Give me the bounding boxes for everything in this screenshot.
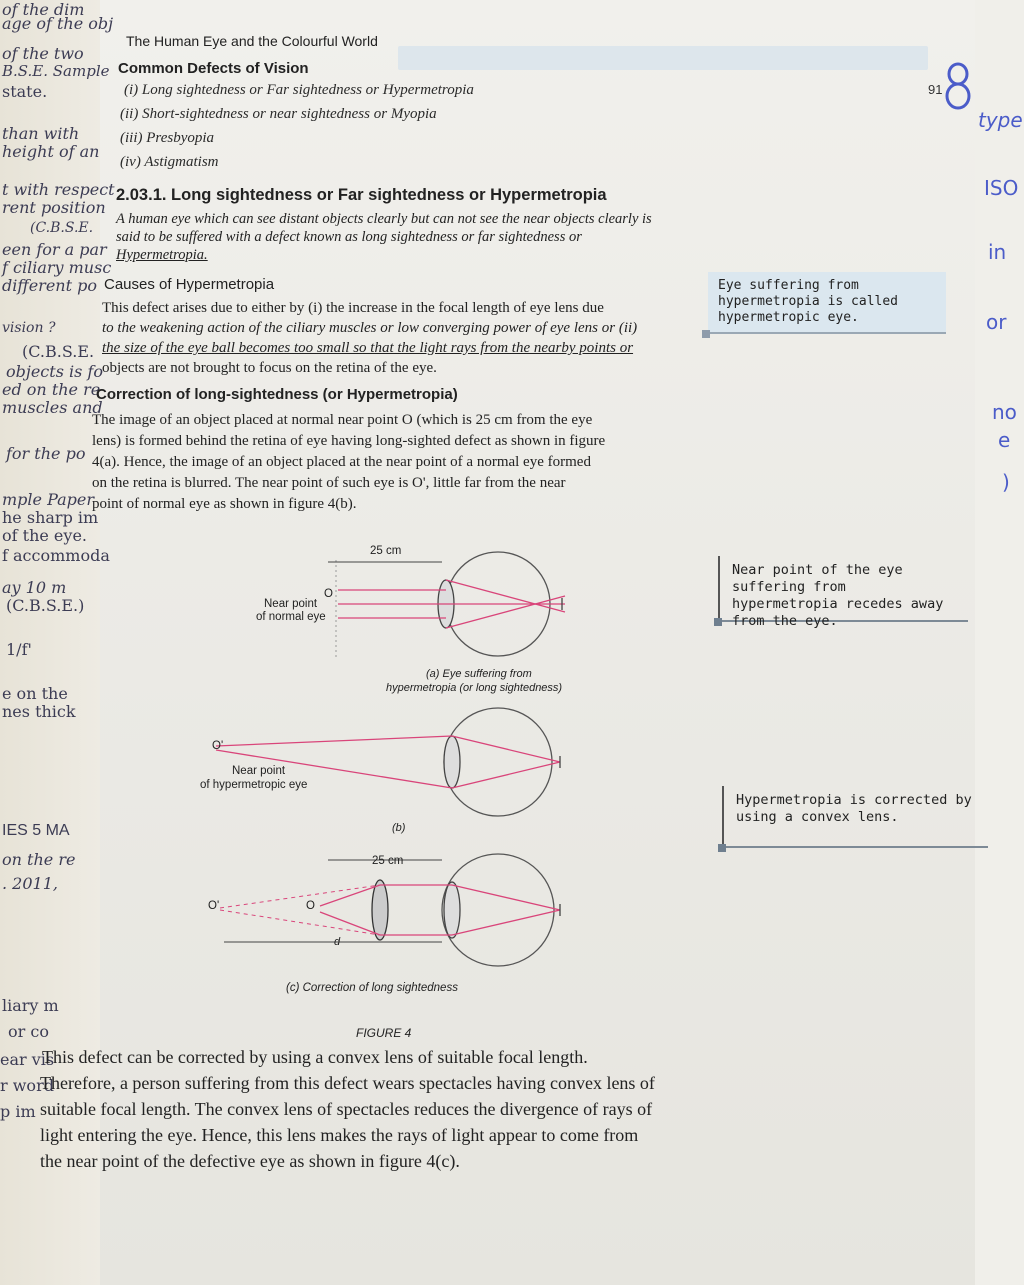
- margin-fragment: rent position: [2, 198, 106, 217]
- text-line: suitable focal length. The convex lens of spectacles reduces the divergence of rays of: [40, 1099, 653, 1119]
- side-note-near-point: [718, 556, 968, 629]
- ray: [452, 762, 560, 788]
- margin-fragment: B.S.E. Sample: [2, 62, 110, 80]
- margin-fragment: mple Paper: [2, 490, 95, 509]
- note-marker: [702, 330, 710, 338]
- handwritten-note: e: [998, 428, 1011, 452]
- margin-fragment: 1/f': [6, 640, 32, 659]
- section-title-common-defects: Common Defects of Vision: [118, 60, 309, 77]
- text-line: the near point of the defective eye as shown in figure 4(c).: [40, 1151, 460, 1171]
- list-item: [120, 154, 219, 171]
- margin-fragment: (C.B.S.E.: [22, 342, 95, 361]
- near-point-label: of normal eye: [256, 611, 326, 623]
- point-label-o: O: [324, 588, 333, 600]
- intro-paragraph: [116, 210, 716, 264]
- distance-label-d: d: [334, 936, 341, 948]
- list-item-text: Astigmatism: [144, 154, 219, 170]
- text-line: The image of an object placed at normal near point O (which is 25 cm from the eye: [92, 412, 593, 428]
- closing-paragraph: [40, 1044, 730, 1174]
- list-item-number: (ii): [120, 106, 139, 122]
- figure-b-caption: (b): [392, 822, 406, 834]
- list-item: [120, 130, 214, 147]
- ray: [320, 912, 380, 935]
- figure-a-caption: (a) Eye suffering from: [426, 668, 532, 680]
- point-label-o-prime: O': [212, 740, 224, 752]
- list-item: [120, 106, 437, 123]
- margin-fragment: nes thick: [2, 702, 76, 721]
- ray: [446, 596, 565, 628]
- convex-lens: [372, 880, 388, 940]
- text-line: Hypermetropia.: [116, 247, 208, 263]
- list-item-number: (iv): [120, 154, 141, 170]
- text-line: This defect arises due to either by (i) the increase in the focal length of eye lens due: [102, 300, 604, 316]
- ray: [216, 736, 452, 746]
- eye-lens-b: [444, 736, 460, 788]
- text-line: Therefore, a person suffering from this defect wears spectacles having convex lens of: [40, 1073, 655, 1093]
- list-item-number: (i): [124, 82, 139, 98]
- distance-label-a: 25 cm: [370, 545, 402, 557]
- near-point-label: Near point: [232, 765, 286, 777]
- text-line: on the retina is blurred. The near point of such eye is O', little far from the near: [92, 475, 566, 491]
- virtual-ray: [220, 885, 380, 908]
- near-point-label: of hypermetropic eye: [200, 779, 308, 791]
- text-line: 4(a). Hence, the image of an object placed at the near point of a normal eye formed: [92, 454, 591, 470]
- list-item-text: Short-sightedness or near sightedness or Myopia: [142, 106, 437, 122]
- section-title-correction: Correction of long-sightedness (or Hypermetropia): [96, 386, 458, 403]
- list-item-number: (iii): [120, 130, 143, 146]
- text-line: said to be suffered with a defect known as long sightedness or far sightedness or: [116, 229, 582, 245]
- margin-fragment: of the two: [2, 44, 84, 63]
- handwritten-note: in: [988, 240, 1007, 264]
- text-line: This defect can be corrected by using a convex lens of suitable focal length.: [42, 1047, 588, 1067]
- figure-a: [328, 552, 565, 660]
- margin-fragment: different po: [2, 276, 97, 295]
- note-marker: [714, 618, 722, 626]
- ray: [452, 910, 560, 935]
- text-line: A human eye which can see distant objects clearly but can not see the near objects clearly is: [116, 211, 652, 227]
- margin-fragment: p im: [0, 1102, 36, 1121]
- margin-fragment: (C.B.S.E.): [6, 596, 85, 615]
- text-line: lens) is formed behind the retina of eye having long-sighted defect as shown in figure: [92, 433, 606, 449]
- near-point-label: Near point: [264, 598, 318, 610]
- note-marker: [718, 844, 726, 852]
- margin-fragment: liary m: [2, 996, 59, 1015]
- eye-lens-c: [444, 882, 460, 938]
- list-item-text: Presbyopia: [146, 130, 215, 146]
- handwritten-note: ISO: [984, 176, 1019, 200]
- side-note-text: Near point of the eye suffering from hypermetropia recedes away from the eye.: [732, 562, 944, 629]
- margin-fragment: muscles and: [2, 398, 103, 417]
- figure-b: [216, 708, 560, 816]
- text-line: objects are not brought to focus on the retina of the eye.: [102, 360, 437, 376]
- margin-fragment: on the re: [2, 850, 76, 869]
- text-line: light entering the eye. Hence, this lens makes the rays of light appear to come from: [40, 1125, 639, 1145]
- handwritten-scribble-icon: [940, 60, 976, 112]
- correction-paragraph: [92, 410, 702, 515]
- section-title-hypermetropia: 2.03.1. Long sightedness or Far sightedness or Hypermetropia: [116, 186, 607, 204]
- text-line: point of normal eye as shown in figure 4(b).: [92, 496, 357, 512]
- margin-fragment: . 2011,: [2, 874, 58, 893]
- header-bar: [398, 46, 928, 70]
- margin-fragment: age of the obj: [2, 14, 114, 33]
- handwritten-note: ): [1002, 470, 1010, 494]
- margin-fragment: height of an: [2, 142, 100, 161]
- text-line: the size of the eye ball becomes too small so that the light rays from the nearby points or: [102, 340, 634, 356]
- margin-fragment: f accommoda: [2, 546, 110, 565]
- margin-fragment: r word: [0, 1076, 54, 1095]
- margin-fragment: or co: [8, 1022, 49, 1041]
- chapter-title: The Human Eye and the Colourful World: [126, 33, 378, 49]
- margin-fragment: objects is fo: [6, 362, 103, 381]
- virtual-ray: [220, 910, 380, 935]
- margin-fragment: ear vis: [0, 1050, 55, 1069]
- margin-fragment: (C.B.S.E.: [30, 220, 94, 236]
- section-title-causes: Causes of Hypermetropia: [104, 276, 275, 293]
- margin-fragment: t with respect: [2, 180, 115, 199]
- side-note-hypermetropic-eye: [708, 272, 946, 334]
- figure-title: FIGURE 4: [356, 1026, 412, 1040]
- ray: [452, 885, 560, 910]
- figure-c-caption: (c) Correction of long sightedness: [286, 982, 458, 994]
- figure-a-caption: hypermetropia (or long sightedness): [386, 682, 563, 694]
- list-item: [124, 82, 474, 99]
- page-number: 91: [928, 82, 943, 97]
- side-note-text: Hypermetropia is corrected by using a convex lens.: [736, 792, 972, 825]
- margin-fragment: vision ?: [2, 320, 56, 336]
- text-line: to the weakening action of the ciliary muscles or low converging power of eye lens or (ii): [102, 320, 638, 336]
- margin-fragment: een for a par: [2, 240, 107, 259]
- side-note-correction: [722, 786, 988, 848]
- margin-fragment: state.: [2, 82, 48, 101]
- margin-fragment: of the eye.: [2, 526, 87, 545]
- distance-label-c: 25 cm: [372, 855, 404, 867]
- ray: [446, 580, 565, 612]
- margin-fragment: IES 5 MA: [2, 822, 70, 839]
- margin-fragment: ay 10 m: [2, 578, 67, 597]
- margin-fragment: he sharp im: [2, 508, 99, 527]
- point-label-o-prime: O': [208, 900, 220, 912]
- margin-fragment: e on the: [2, 684, 68, 703]
- margin-fragment: f ciliary musc: [2, 258, 112, 277]
- handwritten-note: or: [986, 310, 1007, 334]
- ray: [320, 885, 380, 906]
- margin-fragment: than with: [2, 124, 80, 143]
- figure-c: [220, 854, 560, 966]
- causes-paragraph: [102, 298, 707, 378]
- handwritten-note: no: [992, 400, 1017, 424]
- handwritten-note: type: [978, 108, 1023, 132]
- list-item-text: Long sightedness or Far sightedness or Hypermetropia: [141, 82, 474, 98]
- margin-fragment: for the po: [6, 444, 86, 463]
- margin-fragment: ed on the re: [2, 380, 101, 399]
- point-label-o: O: [306, 900, 315, 912]
- margin-fragment: of the dim: [2, 0, 85, 19]
- side-note-text: Eye suffering from hypermetropia is called hypermetropic eye.: [718, 278, 899, 325]
- ray: [452, 736, 560, 762]
